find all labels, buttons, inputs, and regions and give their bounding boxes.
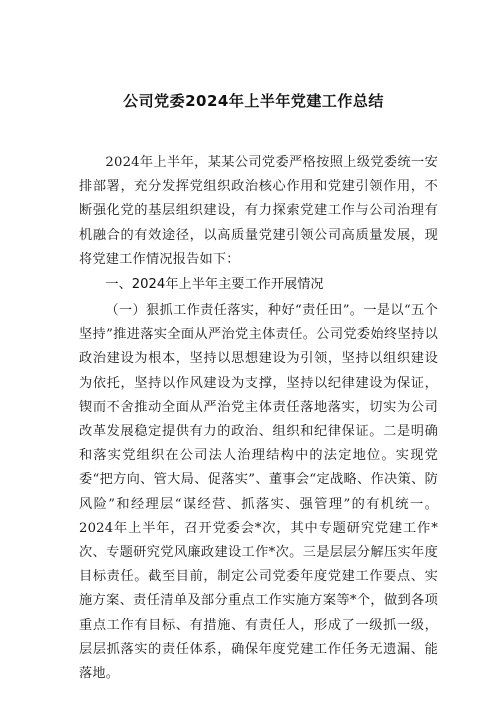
section-heading-1: 一、2024年上半年主要工作开展情况 xyxy=(105,277,324,293)
intro-paragraph: 2024年上半年，某某公司党委严格按照上级党委统一安排部署，充分发挥党组织政治核心作用和党建引领作用，不断强化党的基层组织建设，有力探索党建工作与公司治理有机融合的有效途径，以高质量党建引领公司高质量发展，现将党建工作情况报告如下： xyxy=(79,155,438,267)
section-1-paragraph-1: （一）狠抓工作责任落实，种好“责任田”。一是以“五个坚持”推进落实全面从严治党主体责任。公司党委始终坚持以政治建设为根本，坚持以思想建设为引领，坚持以组织建设为依托，坚持以作风建设为支撑，坚持以纪律建设为保证，锲而不舍推动全面从严治党主体责任落地落实，切实为公司改革发展稳定提供有力的政治、组织和纪律保证。二是明确和落实党组织在公司法人治理结构中的法定地位。实现党委“把方向、管大局、促落实”、董事会“定战略、作决策、防风险”和经理层“谋经营、抓落实、强管理”的有机统一。2024年上半年，召开党委会*次，其中专题研究党建工作*次、专题研究党风廉政建设工作*次。三是层层分解压实年度目标责任。截至目前，制定公司党委年度党建工作要点、实施方案、责任清单及部分重点工作实施方案等*个，做到各项重点工作有目标、有措施、有责任人，形成了一级抓一级，层层抓落实的责任体系，确保年度党建工作任务无遗漏、能落地。 xyxy=(79,303,438,682)
document-title: 公司党委2024年上半年党建工作总结 xyxy=(123,92,384,110)
